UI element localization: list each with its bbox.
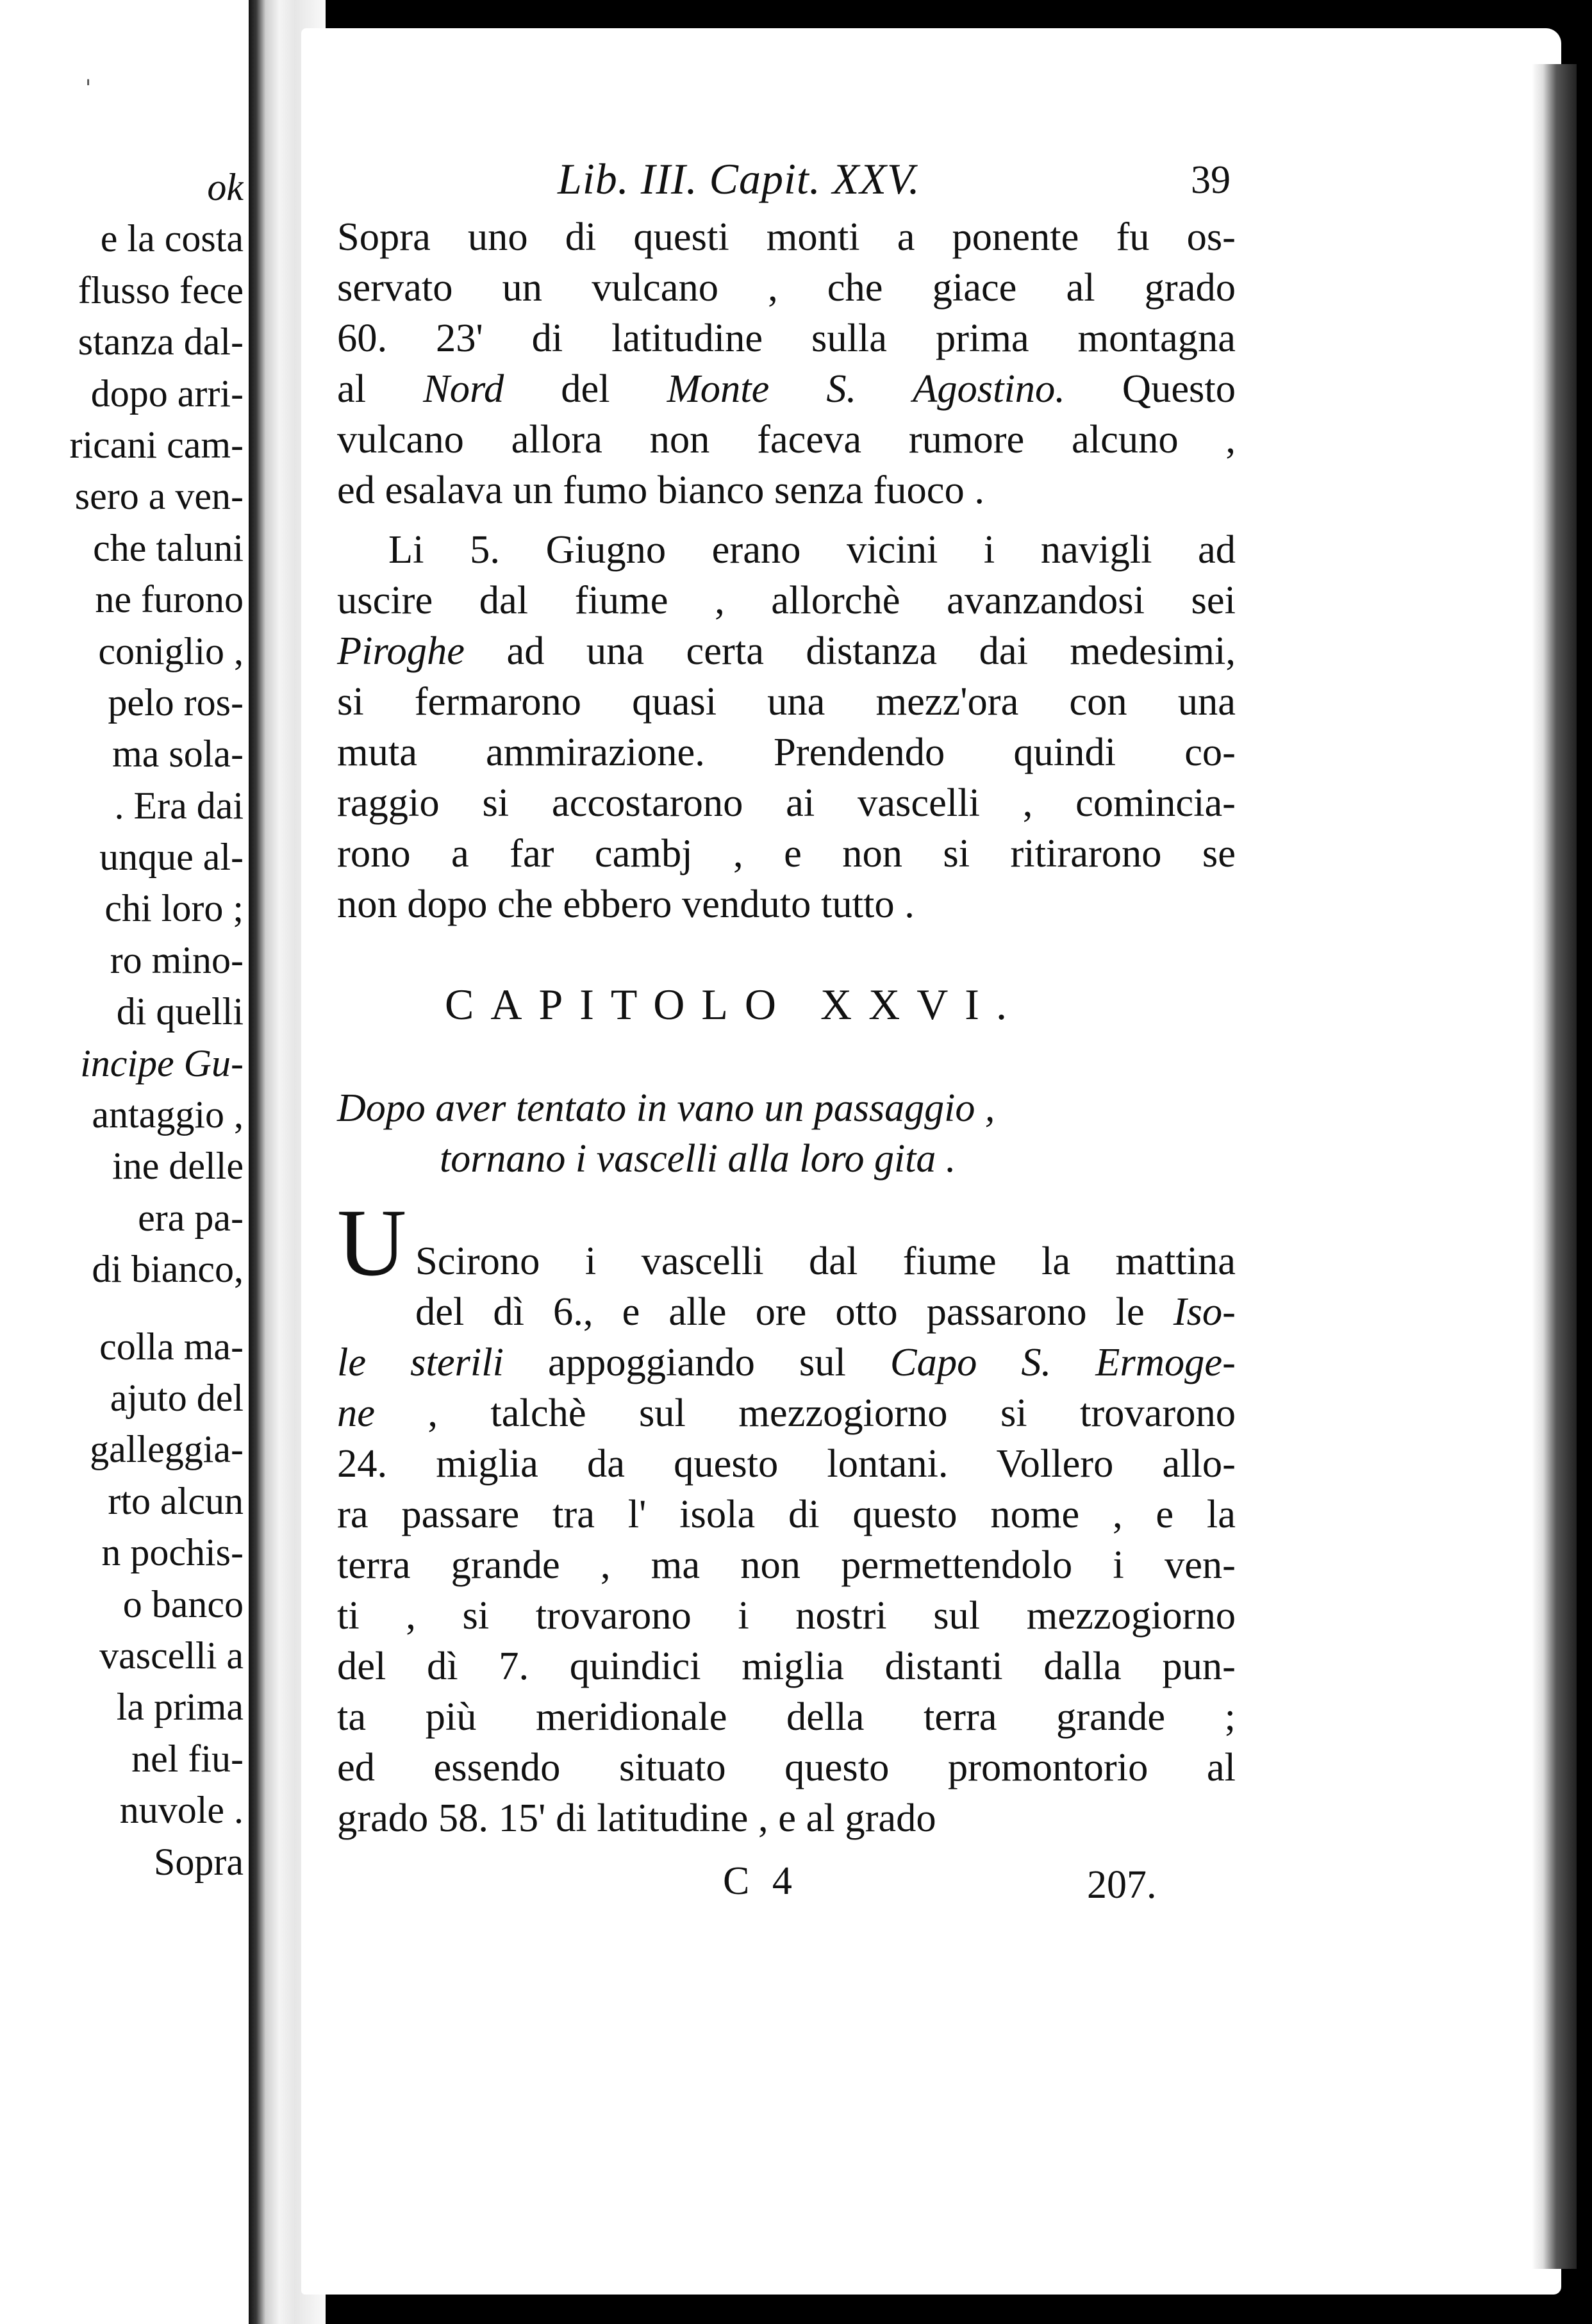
text-line: grado 58. 15' di latitudine , e al grado (337, 1795, 936, 1840)
left-page-line: unque al- (99, 836, 244, 879)
text-line: tornano i vascelli alla loro gita . (440, 1137, 956, 1181)
text-line: Dopo aver tentato in vano un passaggio , (337, 1086, 995, 1130)
running-head (558, 154, 1231, 212)
text-line: uscire dal fiume , allorchè avanzandosi sei (337, 577, 1236, 622)
drop-cap: U (337, 1190, 407, 1296)
left-page-line: stanza dal- (78, 320, 244, 363)
text-line: Scirono i vascelli dal fiume la mattina (415, 1238, 1236, 1283)
text-line: ti , si trovarono i nostri sul mezzogiorno (337, 1593, 1236, 1638)
text-line: Piroghe ad una certa distanza dai medesimi, (337, 628, 1236, 673)
running-head-text: Lib. III. Capit. XXV. (558, 154, 920, 203)
left-page-line: che taluni (93, 526, 244, 569)
text-line: vulcano allora non faceva rumore alcuno , (337, 417, 1236, 461)
left-page-line: dopo arri- (90, 372, 244, 415)
left-page-line: rto alcun (108, 1479, 244, 1522)
left-page-line: chi loro ; (104, 887, 244, 930)
left-page-line: nel fiu- (131, 1737, 244, 1780)
text-line: del dì 7. quindici miglia distanti dalla pun- (337, 1643, 1236, 1688)
text-line: ta più meridionale della terra grande ; (337, 1694, 1236, 1739)
text-line: servato un vulcano , che giace al grado (337, 265, 1236, 310)
text-line: terra grande , ma non permettendolo i ven- (337, 1542, 1236, 1587)
text-line: le sterili appoggiando sul Capo S. Ermoge- (337, 1340, 1236, 1384)
page-edge-shadow (1532, 64, 1577, 2269)
text-line: rono a far cambj , e non si ritirarono se (337, 831, 1236, 876)
chapter-title: CAPITOLO XXVI. (445, 980, 1024, 1029)
left-page-line: ricani cam- (69, 423, 244, 466)
page-footer (337, 1859, 1236, 1910)
left-page-line: ok (207, 166, 244, 208)
left-page-line: n pochis- (101, 1531, 244, 1574)
left-page-line: flusso fece (78, 269, 244, 311)
page-number: 39 (1191, 158, 1231, 202)
text-line: ra passare tra l' isola di questo nome , e la (337, 1491, 1236, 1536)
left-page-line: e la costa (100, 217, 244, 260)
text-line: muta ammirazione. Prendendo quindi co- (337, 729, 1236, 774)
left-page-text (0, 162, 244, 1888)
left-page-line: di quelli (116, 990, 244, 1033)
left-page-line: ne furono (95, 578, 244, 621)
text-line: 24. miglia da questo lontani. Vollero allo- (337, 1441, 1236, 1486)
left-page-line: galleggia- (90, 1428, 244, 1471)
paragraph-1 (337, 212, 1236, 515)
left-page-gap (0, 1295, 244, 1321)
signature-mark: C 4 (723, 1859, 799, 1903)
chapter-summary (337, 1083, 1236, 1184)
text-line: raggio si accostarono ai vascelli , comincia- (337, 780, 1236, 825)
left-page (0, 0, 249, 2324)
left-page-line: ma sola- (112, 733, 244, 776)
left-page-line: colla ma- (99, 1325, 244, 1368)
left-page-line: nuvole . (119, 1789, 244, 1832)
text-line: non dopo che ebbero venduto tutto . (337, 881, 915, 926)
text-line: Sopra uno di questi monti a ponente fu os- (337, 214, 1236, 259)
left-page-line: . Era dai (114, 784, 244, 827)
text-line: del dì 6., e alle ore otto passarono le Iso- (415, 1289, 1236, 1334)
folio-number: 207. (1087, 1863, 1157, 1907)
left-page-line: o banco (122, 1582, 244, 1625)
left-page-line: era pa- (138, 1196, 244, 1239)
left-page-line: la prima (116, 1686, 244, 1729)
left-page-line: pelo ros- (108, 681, 244, 724)
text-line: Li 5. Giugno erano vicini i navigli ad (388, 527, 1236, 572)
text-line: al Nord del Monte S. Agostino. Questo (337, 366, 1236, 411)
text-line: ed esalava un fumo bianco senza fuoco . (337, 467, 985, 512)
text-line: 60. 23' di latitudine sulla prima montagna (337, 315, 1236, 360)
left-page-line: ro mino- (110, 938, 244, 981)
text-line: ne , talchè sul mezzogiorno si trovarono (337, 1390, 1236, 1435)
left-page-line: incipe Gu- (80, 1042, 244, 1084)
left-page-line: ajuto del (110, 1376, 244, 1419)
left-page-line: antaggio , (92, 1093, 244, 1136)
left-page-line: sero a ven- (74, 475, 244, 518)
left-page-line: vascelli a (99, 1634, 244, 1677)
text-line: si fermarono quasi una mezz'ora con una (337, 679, 1236, 724)
left-page-line: di bianco, (92, 1248, 244, 1291)
paragraph-2 (337, 524, 1236, 929)
chapter-body (337, 1236, 1236, 1843)
text-line: ed essendo situato questo promontorio al (337, 1745, 1236, 1789)
left-page-mark: ˈ (85, 76, 92, 105)
left-page-line: coniglio , (98, 629, 244, 672)
left-page-line: Sopra (154, 1840, 244, 1883)
left-page-line: ine delle (112, 1145, 244, 1188)
